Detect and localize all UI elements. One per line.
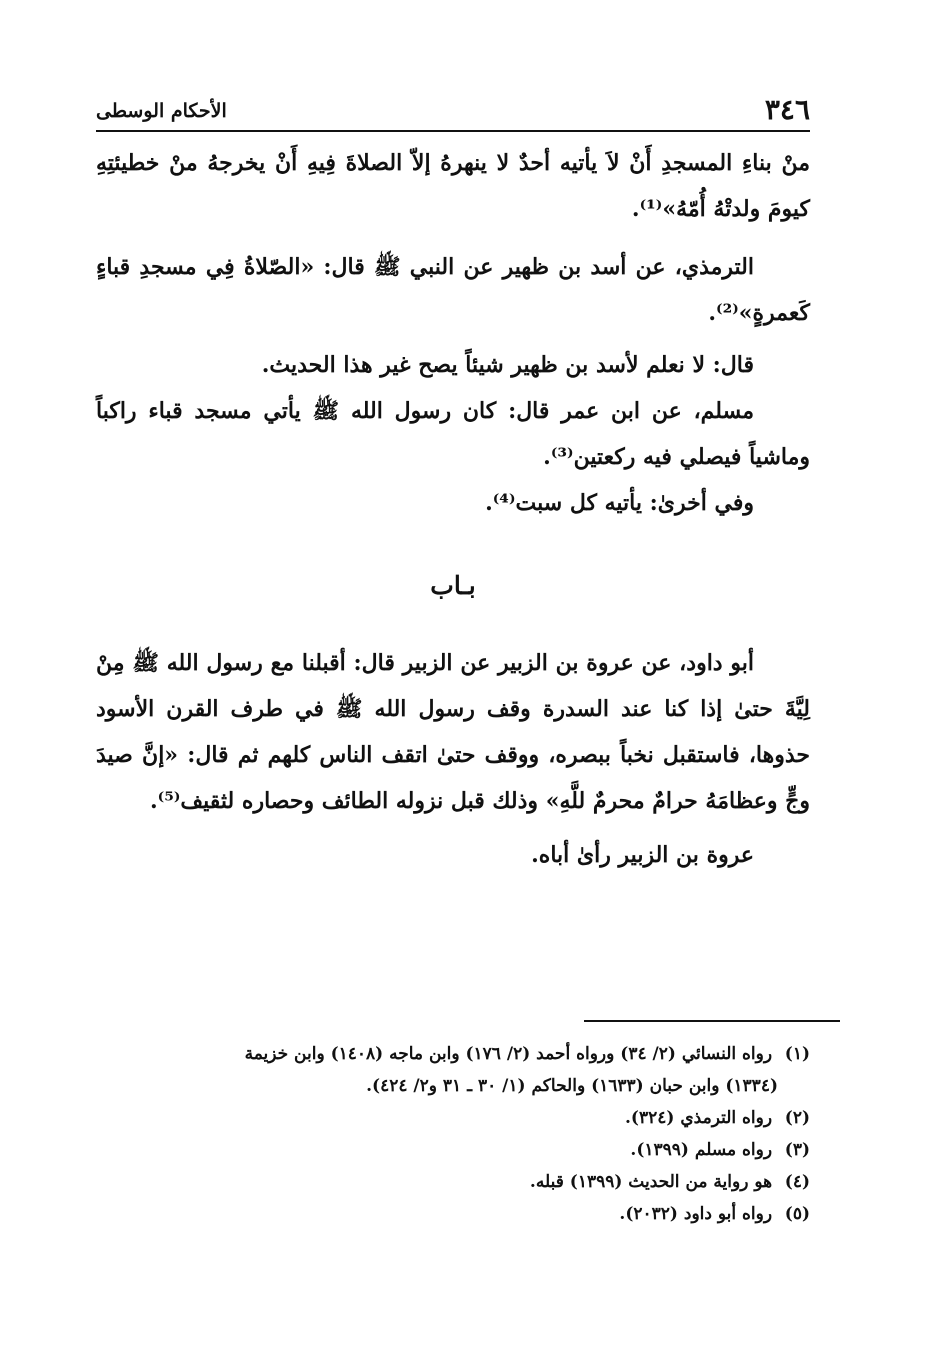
footnote (96, 1134, 810, 1166)
footnote-number: (٥) (784, 1204, 810, 1224)
footnote (96, 1166, 810, 1198)
paragraph: مسلم، عن ابن عمر قال: كان رسول الله ﷺ يأتي مسجد قباء راكباً وماشياً فيصلي فيه ركعتين⁽³⁾. (96, 398, 810, 470)
page-number: ٣٤٦ (764, 93, 810, 126)
footnote (96, 1038, 810, 1070)
footnotes (96, 1038, 810, 1230)
footnote-rule (584, 1020, 840, 1022)
footnote-text: رواه النسائي (٢/ ٣٤) ورواه أحمد (٢/ ١٧٦) وابن ماجه (١٤٠٨) وابن خزيمة (244, 1044, 773, 1064)
footnote-continuation: (١٣٣٤) وابن حبان (١٦٣٣) والحاكم (١/ ٣٠ ـ ٣١ و٢/ ٤٢٤). (366, 1076, 778, 1096)
footnote (96, 1102, 810, 1134)
section-title: بـاب (430, 571, 476, 600)
footnote-text: رواه الترمذي (٣٢٤). (625, 1108, 773, 1128)
footnote-number: (٣) (784, 1140, 810, 1160)
footnote-text: رواه أبو داود (٢٠٣٢). (619, 1204, 773, 1224)
paragraph: الترمذي، عن أسد بن ظهير عن النبي ﷺ قال: «الصّلاةُ فِي مسجدِ قباءٍ كَعمرةٍ»⁽²⁾. (96, 254, 810, 326)
section-text (96, 640, 810, 878)
header-rule (96, 130, 810, 132)
footnote-text: رواه مسلم (١٣٩٩). (630, 1140, 773, 1160)
footnote (96, 1198, 810, 1230)
paragraph: منْ بناءِ المسجدِ أَنْ لاَ يأتيه أحدٌ لا ينهرهُ إلاّ الصلاةَ فِيهِ أَنْ يخرجهُ منْ خطيئتِهِ كيومَ ولدتْهُ أُمّهُ»⁽¹⁾. (96, 150, 810, 222)
paragraph: عروة بن الزبير رأىٰ أباه. (531, 842, 754, 868)
footnote-number: (١) (784, 1044, 810, 1064)
main-text (96, 140, 810, 526)
footnote-text: هو رواية من الحديث (١٣٩٩) قبله. (529, 1172, 773, 1192)
footnote-number: (٢) (784, 1108, 810, 1128)
page-header (96, 92, 810, 128)
paragraph: أبو داود، عن عروة بن الزبير عن الزبير قال: أقبلنا مع رسول الله ﷺ مِنْ لِيَّةَ حتىٰ إذا كنا عند السدرة وقف رسول الله ﷺ في طرف القرن الأسود حذوها، فاستقبل نخباً ببصره، ووقف حتىٰ اتقف الناس كلهم ثم قال: «إنَّ صيدَ وجٍّ وعظامَهُ حرامٌ محرمٌ للَّهِ» وذلك قبل نزوله الطائف وحصاره لثقيف⁽⁵⁾. (96, 650, 810, 814)
running-title: الأحكام الوسطى (96, 100, 227, 122)
paragraph: قال: لا نعلم لأسد بن ظهير شيئاً يصح غير هذا الحديث. (261, 352, 754, 378)
paragraph: وفي أخرىٰ: يأتيه كل سبت⁽⁴⁾. (485, 490, 754, 516)
footnote-number: (٤) (784, 1172, 810, 1192)
